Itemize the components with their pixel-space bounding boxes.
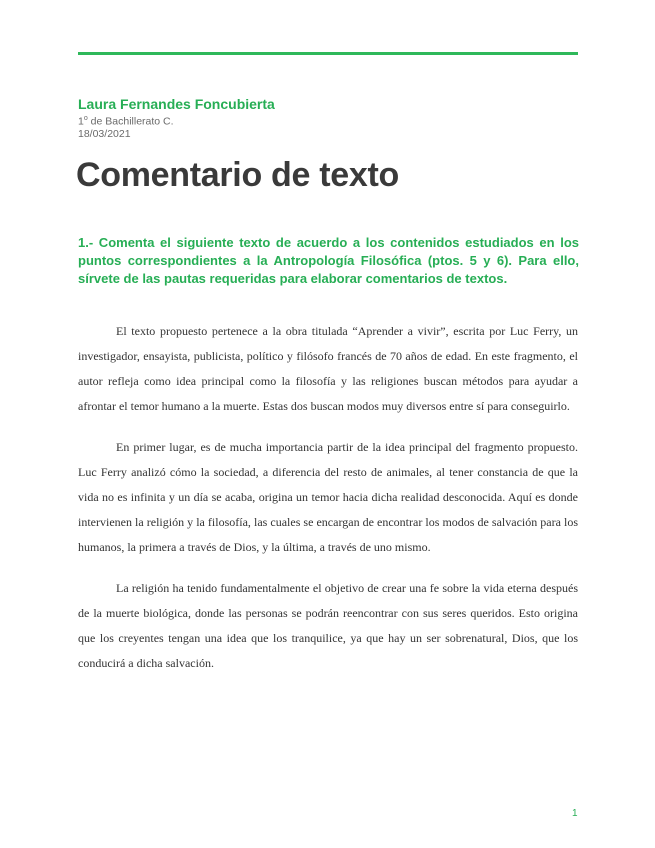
page-number: 1 — [572, 808, 578, 819]
paragraph-2: En primer lugar, es de mucha importancia partir de la idea principal del fragmento propuesto. Luc Ferry analizó cómo la sociedad, a diferencia del resto de animales, al tener constancia de que la vida no es infinita y un día se acaba, origina un temor hacia dicha realidad desconocida. Aquí es donde intervienen la religión y la filosofía, las cuales se encargan de encontrar los modos de salvación para los humanos, la primera a través de Dios, y la última, a través de uno mismo. — [78, 440, 578, 554]
paragraph-1: El texto propuesto pertenece a la obra titulada “Aprender a vivir”, escrita por Luc Ferry, un investigador, ensayista, publicista, político y filósofo francés de 70 años de edad. En este fragmento, el autor refleja como idea principal como la filosofía y las religiones buscan métodos para ayudar a afrontar el temor humano a la muerte. Estas dos buscan modos muy diversos entre sí para conseguirlo. — [78, 324, 578, 413]
question-heading: 1.- Comenta el siguiente texto de acuerdo a los contenidos estudiados en los puntos correspondientes a la Antropología Filosófica (ptos. 5 y 6). Para ello, sírvete de las pautas requeridas para elaborar comentarios de textos. — [78, 235, 579, 286]
course-name: de Bachillerato C. — [87, 115, 174, 128]
course-number: 1 — [78, 115, 84, 128]
author-name: Laura Fernandes Foncubierta — [78, 96, 275, 112]
course-superscript: o — [83, 115, 88, 122]
document-date: 18/03/2021 — [78, 128, 131, 140]
course-line — [78, 115, 174, 128]
header-divider — [78, 52, 578, 55]
body-text — [78, 319, 578, 692]
paragraph-3: La religión ha tenido fundamentalmente el objetivo de crear una fe sobre la vida eterna después de la muerte biológica, donde las personas se podrán reencontrar con sus seres queridos. Esto origina que los creyentes tengan una idea que los tranquilice, ya que hay un ser sobrenatural, Dios, que los conducirá a dicha salvación. — [78, 581, 578, 670]
document-title: Comentario de texto — [76, 156, 400, 194]
